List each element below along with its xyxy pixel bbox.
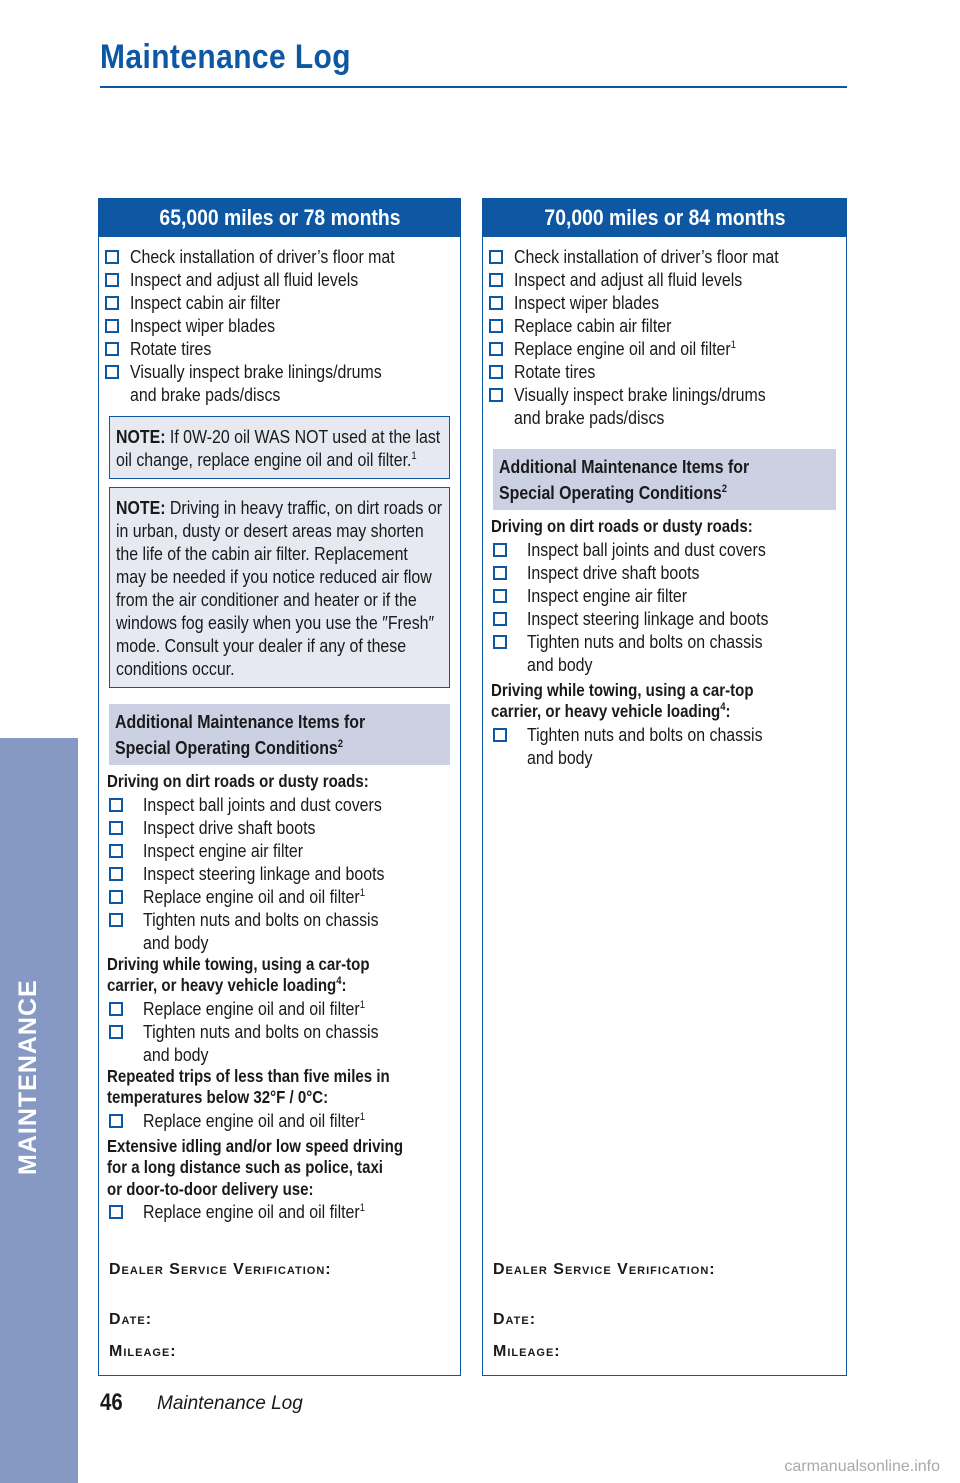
checkbox[interactable]	[109, 890, 123, 904]
checkbox[interactable]	[109, 867, 123, 881]
checkbox[interactable]	[493, 589, 507, 603]
checklist-item-label: Replace cabin air filter	[514, 315, 672, 336]
schedule-70000	[482, 198, 847, 1376]
footnote-marker: 1	[359, 1110, 365, 1123]
checklist-item-label: Inspect and adjust all fluid levels	[130, 269, 359, 290]
checklist-item-label: Inspect and adjust all fluid levels	[514, 269, 743, 290]
note-text: Driving in heavy traffic, on dirt roads or in urban, dusty or desert areas may shorten the life of the cabin air filter. Replacement may be needed if you notice reduced air flow from the air conditioner and heater or if the windows fog easily when you use the ″Fresh″ mode. Consult your dealer if any of these conditions occur.	[116, 497, 442, 679]
checklist-item-label: Rotate tires	[130, 338, 212, 359]
condition-heading: Driving on dirt roads or dusty roads:	[491, 516, 753, 536]
checklist-item-label: Visually inspect brake linings/drums and brake pads/discs	[514, 384, 766, 428]
condition-checklist	[483, 538, 846, 676]
checkbox[interactable]	[109, 798, 123, 812]
checkbox[interactable]	[489, 365, 503, 379]
checklist-item-label: Visually inspect brake linings/drums and brake pads/discs	[130, 361, 382, 405]
footnote-marker: 1	[359, 998, 365, 1011]
condition-heading: Extensive idling and/or low speed driving for a long distance such as police, taxi or door-to-door delivery use:	[107, 1135, 404, 1199]
checkbox[interactable]	[489, 250, 503, 264]
checklist-item	[99, 862, 460, 885]
checklist-item-label: Inspect engine air filter	[527, 584, 688, 606]
checkbox[interactable]	[109, 821, 123, 835]
checkbox[interactable]	[109, 1002, 123, 1016]
checklist-item-label: Tighten nuts and bolts on chassis and body	[527, 723, 763, 768]
checkbox[interactable]	[489, 296, 503, 310]
checklist-item-label: Inspect drive shaft boots	[527, 561, 700, 583]
checklist-item	[99, 245, 460, 268]
checklist-item-label: Inspect ball joints and dust covers	[143, 793, 382, 815]
condition-heading: Driving while towing, using a car-top carrier, or heavy vehicle loading$^4$:	[491, 679, 754, 721]
note-label: NOTE:	[116, 497, 166, 518]
checklist-item-label: Check installation of driver’s floor mat	[130, 246, 395, 267]
checklist-item	[99, 268, 460, 291]
note-text: If 0W-20 oil WAS NOT used at the last oil change, replace engine oil and oil filter.	[116, 426, 441, 470]
checklist-item-label: Check installation of driver’s floor mat	[514, 246, 779, 267]
date-label: Date:	[109, 1311, 153, 1328]
checkbox[interactable]	[493, 728, 507, 742]
checkbox[interactable]	[105, 273, 119, 287]
checkbox[interactable]	[493, 566, 507, 580]
condition-heading: Driving on dirt roads or dusty roads:	[107, 771, 369, 791]
checklist-item-label: Inspect cabin air filter	[130, 292, 281, 313]
checklist-item-label: Inspect wiper blades	[130, 315, 276, 336]
mileage-label: Mileage:	[493, 1343, 561, 1360]
checklist-item-label: Inspect wiper blades	[514, 292, 660, 313]
condition-checklist	[483, 723, 846, 769]
condition-checklist	[99, 1200, 460, 1223]
checklist-item	[99, 839, 460, 862]
page-number: 46	[100, 1389, 123, 1416]
checklist-item	[483, 584, 846, 607]
checklist-item	[483, 630, 846, 676]
dealer-verification-label: Dealer Service Verification:	[493, 1261, 716, 1278]
checklist-item	[483, 723, 846, 769]
footnote-marker: 1	[359, 1201, 365, 1214]
checklist-item	[99, 1200, 460, 1223]
checkbox[interactable]	[109, 1205, 123, 1219]
checklist-item-label: Replace engine oil and oil filter	[143, 1201, 360, 1222]
checklist-item-label: Rotate tires	[514, 361, 596, 382]
checklist-item-label: Tighten nuts and bolts on chassis and body	[143, 1020, 379, 1065]
checkbox[interactable]	[105, 365, 119, 379]
mileage-label: Mileage:	[109, 1343, 177, 1360]
checkbox[interactable]	[109, 844, 123, 858]
condition-heading: Driving while towing, using a car-top carrier, or heavy vehicle loading$^4$:	[107, 953, 370, 995]
note-label: NOTE:	[116, 426, 166, 447]
checklist-item	[99, 337, 460, 360]
checklist-item	[99, 360, 460, 406]
footnote-marker: 1	[359, 886, 365, 899]
checklist-item	[483, 383, 846, 429]
checklist-item	[483, 538, 846, 561]
footnote-marker: 1	[730, 338, 736, 351]
date-label: Date:	[493, 1311, 537, 1328]
schedule-header: 70,000 miles or 84 months	[483, 199, 846, 237]
checklist-item	[483, 561, 846, 584]
schedule-65000	[98, 198, 461, 1376]
condition-checklist	[99, 997, 460, 1066]
checkbox[interactable]	[105, 250, 119, 264]
checklist-item-label: Inspect steering linkage and boots	[527, 607, 769, 629]
additional-items-heading: Additional Maintenance Items for Special Operating Conditions$^2$	[493, 449, 836, 510]
checkbox[interactable]	[493, 543, 507, 557]
checklist-item	[99, 793, 460, 816]
page-title: Maintenance Log	[100, 38, 351, 76]
checkbox[interactable]	[493, 612, 507, 626]
checklist-item	[99, 291, 460, 314]
checklist-item	[99, 997, 460, 1020]
checklist-item-label: Inspect engine air filter	[143, 839, 304, 861]
schedule-header: 65,000 miles or 78 months	[99, 199, 460, 237]
checklist-item	[99, 885, 460, 908]
checklist	[483, 245, 846, 429]
title-divider	[100, 86, 847, 88]
checkbox[interactable]	[105, 296, 119, 310]
checkbox[interactable]	[109, 1114, 123, 1128]
checkbox[interactable]	[489, 273, 503, 287]
side-section-label: MAINTENANCE	[14, 979, 42, 1175]
checkbox[interactable]	[105, 342, 119, 356]
checklist-item	[483, 314, 846, 337]
note-box	[109, 487, 450, 688]
checklist-item-label: Inspect drive shaft boots	[143, 816, 316, 838]
checklist-item	[483, 268, 846, 291]
checklist	[99, 245, 460, 406]
condition-checklist	[99, 1109, 460, 1132]
dealer-verification-label: Dealer Service Verification:	[109, 1261, 332, 1278]
condition-checklist	[99, 793, 460, 954]
checklist-item-label: Replace engine oil and oil filter	[143, 997, 360, 1019]
checklist-item-label: Replace engine oil and oil filter	[143, 1109, 360, 1131]
watermark: carmanualsonline.info	[784, 1458, 940, 1475]
checklist-item-label: Inspect steering linkage and boots	[143, 862, 385, 884]
checkbox[interactable]	[489, 319, 503, 333]
checkbox[interactable]	[493, 635, 507, 649]
checklist-item	[483, 360, 846, 383]
checklist-item-label: Inspect ball joints and dust covers	[527, 538, 766, 560]
checklist-item	[483, 607, 846, 630]
checklist-item-label: Tighten nuts and bolts on chassis and body	[527, 630, 763, 675]
checklist-item	[99, 314, 460, 337]
checkbox[interactable]	[489, 342, 503, 356]
condition-heading: Repeated trips of less than five miles in temperatures below 32°F / 0°C:	[107, 1065, 390, 1107]
checklist-item-label: Tighten nuts and bolts on chassis and body	[143, 908, 379, 953]
checklist-item-label: Replace engine oil and oil filter	[143, 885, 360, 907]
note-box: NOTE: If 0W-20 oil WAS NOT used at the last oil change, replace engine oil and oil filter.$^1$	[109, 416, 450, 479]
checklist-item	[483, 245, 846, 268]
additional-items-heading: Additional Maintenance Items for Special Operating Conditions$^2$	[109, 704, 450, 765]
checkbox[interactable]	[109, 913, 123, 927]
checkbox[interactable]	[105, 319, 119, 333]
footer-section-label: Maintenance Log	[157, 1393, 303, 1414]
checklist-item	[99, 1109, 460, 1132]
checklist-item	[99, 1020, 460, 1066]
checklist-item	[483, 291, 846, 314]
checklist-item-label: Replace engine oil and oil filter	[514, 338, 731, 359]
checklist-item	[99, 816, 460, 839]
checklist-item	[99, 908, 460, 954]
checkbox[interactable]	[489, 388, 503, 402]
checkbox[interactable]	[109, 1025, 123, 1039]
checklist-item	[483, 337, 846, 360]
